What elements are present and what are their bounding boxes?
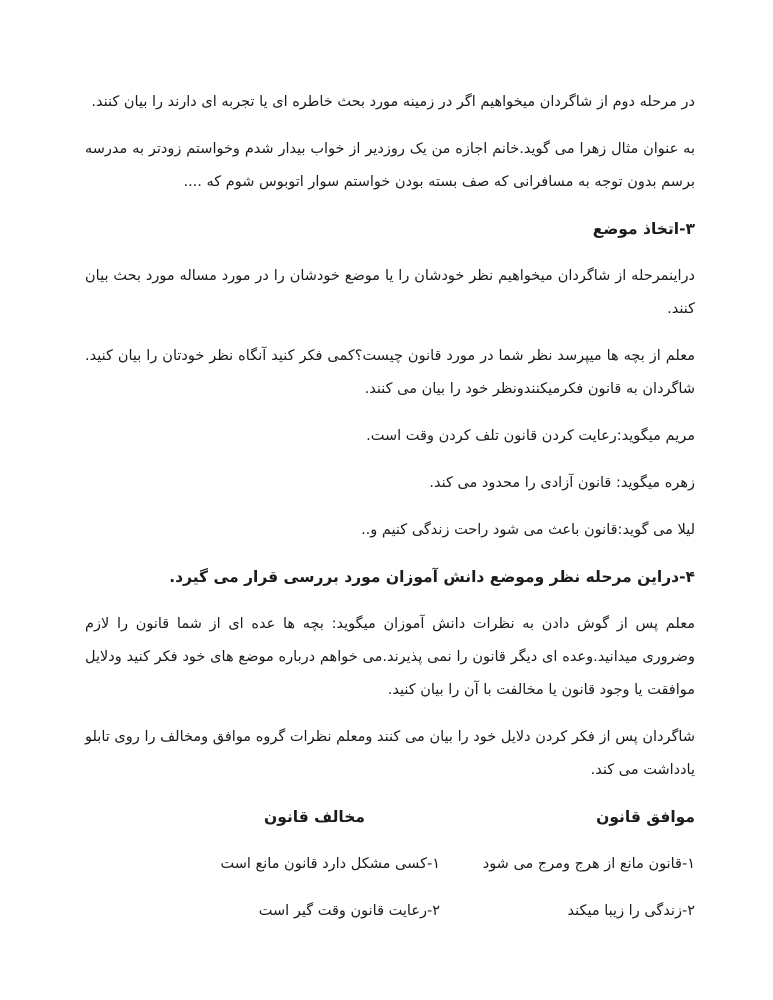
paragraph-teacher-summary: معلم پس از گوش دادن به نظرات دانش آموزان میگوید: بچه ها عده ای از شما قانون را لازم وضروری میدانید.وعده ای دیگر قانون را نمی پذیرند.می خواهم درباره موضع های خود فکر کنید ودلایل موافقت یا وجود قانون یا مخالفت با آن را بیان کنید. <box>85 616 695 698</box>
paragraph-zohreh-opinion: زهره میگوید: قانون آزادی را محدود می کند. <box>429 475 695 491</box>
section-heading-3-take-position: ۳-اتخاذ موضع <box>592 220 695 238</box>
paragraph-leila-opinion: لیلا می گوید:قانون باعث می شود راحت زندگی کنیم و.. <box>361 522 695 538</box>
agree-item-1: ۱-قانون مانع از هرج ومرج می شود <box>482 856 695 872</box>
paragraph-stage3-intro: دراینمرحله از شاگردان میخواهیم نظر خودشان را یا موضع خودشان را در مورد مساله مورد بحث بیان کنند. <box>85 268 695 317</box>
paragraph-students-reasons: شاگردان پس از فکر کردن دلایل خود را بیان می کنند ومعلم نظرات گروه موافق ومخالف را روی تابلو یادداشت می کند. <box>85 729 695 778</box>
disagree-item-1: ۱-کسی مشکل دارد قانون مانع است <box>220 856 440 872</box>
disagree-column <box>85 801 440 942</box>
agree-column-header: موافق قانون <box>596 808 695 826</box>
paragraph-zahra-example: به عنوان مثال زهرا می گوید.خانم اجازه من یک روزدیر از خواب بیدار شدم وخواستم زودتر به مدرسه برسم بدون توجه به مسافرانی که صف بسته بودن خواستم سوار اتوبوس شوم که .... <box>85 141 695 190</box>
agree-column <box>440 801 695 942</box>
agree-item-2: ۲-زندگی را زیبا میکند <box>567 903 695 919</box>
disagree-column-header: مخالف قانون <box>264 808 365 826</box>
section-heading-4-review-positions: ۴-دراین مرحله نظر وموضع دانش آموزان مورد بررسی قرار می گیرد. <box>169 568 695 586</box>
paragraph-stage2-intro: در مرحله دوم از شاگردان میخواهیم اگر در زمینه مورد بحث خاطره ای یا تجربه ای دارند را بیان کنند. <box>91 94 695 110</box>
disagree-item-2: ۲-رعایت قانون وقت گیر است <box>258 903 440 919</box>
paragraph-maryam-opinion: مریم میگوید:رعایت کردن قانون تلف کردن وقت است. <box>366 428 695 444</box>
paragraph-teacher-question: معلم از بچه ها میپرسد نظر شما در مورد قانون چیست؟کمی فکر کنید آنگاه نظر خودتان را بیان کنید. شاگردان به قانون فکرمیکنندونظر خود را بیان می کنند. <box>85 348 695 397</box>
pros-cons-table <box>85 801 695 942</box>
